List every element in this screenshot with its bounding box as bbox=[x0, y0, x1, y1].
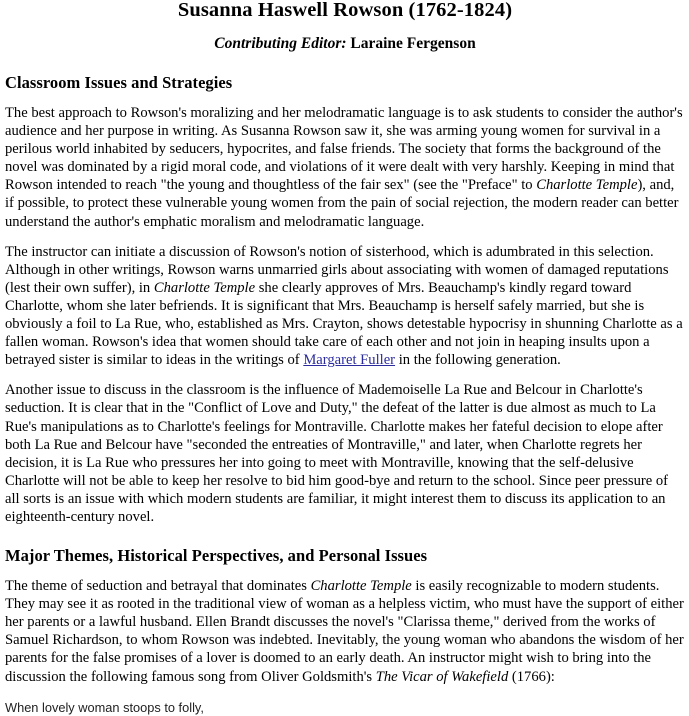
contributing-editor-name: Laraine Fergenson bbox=[346, 35, 476, 52]
text-run: Another issue to discuss in the classroom is the influence of Mademoiselle La Rue and Belcour in Charlotte's seduction. It is clear that in the "Conflict of Love and Duty," the defeat of the latter is due almost as much to La Rue's manipulations as to Charlotte's feelings for Montraville. Charlotte makes her fateful decision to elope after both La Rue and Belcour have "seconded the entreaties of Montraville," and later, when Charlotte regrets her decision, it is La Rue who pressures her into going to meet with Montraville, knowing that the self-delusive Charlotte will not be able to keep her resolve to bid him good-bye and return to the school. Since peer pressure of all sorts is an issue with which modern students are familiar, it might interest them to discuss its application to an eighteenth-century novel. bbox=[5, 382, 669, 525]
section-heading-major-themes: Major Themes, Historical Perspectives, and Personal Issues bbox=[5, 546, 428, 566]
inline-link-margaret-fuller[interactable]: Margaret Fuller bbox=[303, 352, 396, 369]
contributing-editor-label: Contributing Editor: bbox=[214, 35, 347, 52]
paragraph-classroom-approach bbox=[5, 104, 685, 231]
text-run: The theme of seduction and betrayal that dominates bbox=[5, 578, 311, 595]
contributing-editor-byline bbox=[5, 35, 685, 53]
italic-title: The Vicar of Wakefield bbox=[375, 668, 509, 685]
italic-title: Charlotte Temple bbox=[310, 578, 412, 595]
italic-title: Charlotte Temple bbox=[536, 177, 638, 194]
paragraph-peer-pressure bbox=[5, 381, 685, 526]
text-run: in the following generation. bbox=[395, 352, 561, 369]
section-heading-classroom-issues: Classroom Issues and Strategies bbox=[5, 73, 233, 92]
italic-title: Charlotte Temple bbox=[153, 279, 256, 296]
text-run: The instructor can initiate a discussion of Rowson's notion of sisterhood, which is adumbrated in this selection. Although in other writings, Rowson warns unmarried girls about associating with women of damaged reputations (lest their own suffer), in bbox=[5, 243, 669, 296]
page-title: Susanna Haswell Rowson (1762-1824) bbox=[177, 0, 513, 21]
text-run: she clearly approves of Mrs. Beauchamp's kindly regard toward Charlotte, whom she later befriends. It is significant that Mrs. Beauchamp is herself safely married, but she is obviously a foil to La Rue, who, established as Mrs. Crayton, shows detestable hypocrisy in shunning Charlotte as a fallen woman. Rowson's idea that women should take care of each other and not join in heaping insults upon a betrayed sister is similar to ideas in the writings of bbox=[5, 279, 683, 369]
paragraph-seduction-theme bbox=[5, 577, 685, 686]
paragraph-sisterhood bbox=[5, 243, 685, 370]
verse-line-1: When lovely woman stoops to folly, bbox=[5, 699, 204, 715]
text-run: The best approach to Rowson's moralizing and her melodramatic language is to ask students to consider the author's audience and her purpose in writing. As Susanna Rowson saw it, she was arming young women for survival in a perilous world inhabited by seducers, hypocrites, and false friends. The society that forms the background of the novel was dominated by a rigid moral code, and violations of it were dealt with very harshly. Keeping in mind that Rowson intended to reach "the young and thoughtless of the fair sex" (see the "Preface" to bbox=[5, 105, 683, 194]
text-run: is easily recognizable to modern students. They may see it as rooted in the traditional view of woman as a helpless victim, who must have the support of either her parents or a lawful husband. Ellen Brandt discusses the novel's "Clarissa theme," derived from the works of Samuel Richardson, to whom Rowson was indebted. Inevitably, the young woman who abandons the wisdom of her parents for the false promises of a lover is doomed to an early death. An instructor might wish to bring into the discussion the following famous song from Oliver Goldsmith's bbox=[5, 578, 684, 685]
text-run: ), and, if possible, to protect these vulnerable young women from the pain of social rejection, the modern reader can better understand the author's emphatic moralism and melodramatic language. bbox=[5, 177, 679, 230]
text-run: (1766): bbox=[508, 668, 555, 685]
